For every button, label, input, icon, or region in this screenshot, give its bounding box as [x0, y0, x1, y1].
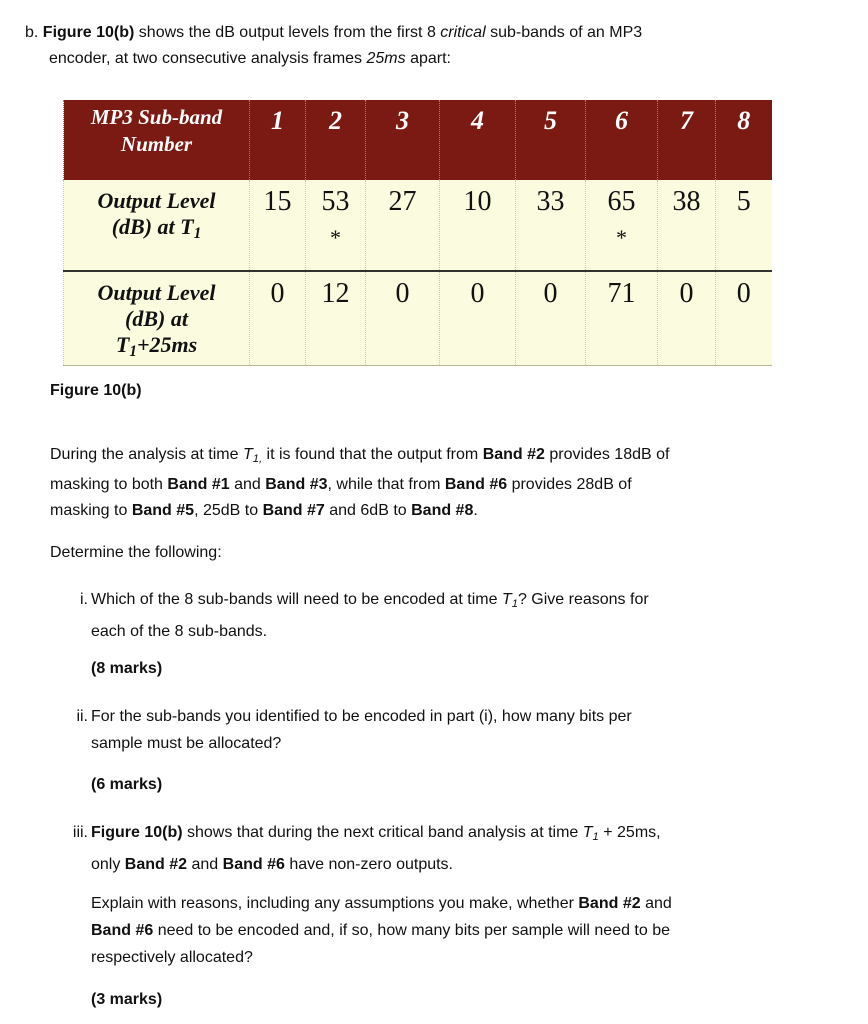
text: shows that during the next critical band analysis at time: [182, 824, 583, 841]
subband-table: [63, 100, 772, 366]
band-number: 5: [516, 100, 586, 180]
band-ref: Band #6: [222, 855, 285, 873]
text: masking to: [50, 501, 132, 519]
table-cell: 0: [516, 271, 586, 365]
asterisk-marker: *: [330, 225, 341, 250]
header-label-line: Number: [120, 132, 193, 156]
band-ref: Band #1: [167, 475, 230, 493]
table-cell: 0: [366, 271, 440, 365]
text: and: [229, 475, 266, 493]
intro-text: encoder, at two consecutive analysis frames: [49, 50, 367, 67]
band-number: 8: [716, 100, 772, 180]
critical-emphasis: critical: [440, 24, 486, 41]
cell-value: 33: [536, 186, 565, 217]
band-ref: Band #5: [131, 501, 195, 519]
question-label: b.: [25, 24, 39, 41]
subscript: 1: [129, 342, 137, 360]
time-symbol: T: [501, 591, 512, 608]
header-label-line: MP3 Sub-band: [90, 105, 223, 129]
question-i: [66, 586, 746, 645]
text: only: [91, 855, 125, 873]
band-ref: Band #6: [444, 475, 508, 493]
row-label-line: +25ms: [136, 332, 198, 357]
row-label-t1: [64, 180, 250, 271]
band-ref: Band #8: [411, 501, 474, 519]
item-number: ii.: [76, 708, 88, 725]
text: During the analysis at time: [50, 446, 243, 463]
subscript: 1: [592, 830, 599, 843]
item-number: iii.: [72, 824, 88, 841]
text: , while that from: [327, 475, 445, 493]
row-label-line: (dB) at T: [111, 214, 194, 239]
table-cell: 0: [716, 271, 772, 365]
band-number: 1: [250, 100, 306, 180]
table-header-row: [64, 100, 772, 180]
marks-i: (8 marks): [91, 660, 163, 677]
intro-text: apart:: [405, 50, 451, 67]
band-ref: Band #3: [265, 475, 328, 493]
text: it is found that the output from: [262, 446, 483, 463]
table-cell: [440, 180, 516, 271]
band-number: 6: [586, 100, 658, 180]
table-cell: [366, 180, 440, 271]
text: respectively allocated?: [91, 949, 253, 966]
figure-reference: Figure 10(b): [42, 24, 135, 41]
cell-value: 65: [607, 186, 636, 217]
table-cell: 12: [306, 271, 366, 365]
band-ref: Band #2: [578, 895, 641, 912]
table-cell: 0: [658, 271, 716, 365]
text: and: [640, 895, 672, 912]
row-label-line: Output Level: [97, 188, 216, 213]
time-symbol: T: [582, 824, 593, 841]
text: provides 18dB of: [544, 446, 670, 463]
question-ii: [66, 703, 746, 757]
row-label-line: T: [115, 332, 130, 357]
question-iii-explain: [91, 890, 751, 971]
marks-ii: (6 marks): [91, 776, 163, 793]
question-text: [91, 586, 746, 645]
text: ? Give reasons for: [517, 591, 649, 608]
table-cell: 0: [440, 271, 516, 365]
row-label-line: Output Level: [97, 280, 216, 305]
table-row-t1: [64, 180, 772, 271]
text: .: [473, 501, 478, 519]
cell-value: 53: [321, 186, 350, 217]
text: and: [187, 855, 223, 873]
text: have non-zero outputs.: [284, 855, 453, 873]
text: For the sub-bands you identified to be encoded in part (i), how many bits per: [91, 708, 632, 725]
band-number: 7: [658, 100, 716, 180]
table-cell: [250, 180, 306, 271]
text: sample must be allocated?: [91, 735, 282, 752]
band-ref: Band #7: [262, 501, 325, 519]
cell-value: 10: [463, 186, 492, 217]
text: Explain with reasons, including any assumptions you make, whether: [91, 895, 579, 912]
table-cell: [716, 180, 772, 271]
band-ref: Band #2: [482, 446, 545, 463]
cell-value: 5: [736, 186, 751, 217]
table-cell: 71: [586, 271, 658, 365]
item-number: i.: [80, 591, 88, 608]
intro-text: sub-bands of an MP3: [485, 24, 643, 41]
band-ref: Band #6: [91, 922, 154, 939]
question-intro: [25, 20, 845, 72]
determine-heading: Determine the following:: [50, 544, 222, 561]
interval-emphasis: 25ms: [366, 50, 406, 67]
text: + 25ms,: [598, 824, 661, 841]
question-text: [91, 703, 746, 757]
text: provides 28dB of: [507, 475, 632, 493]
question-text: [91, 819, 746, 878]
table-cell: [516, 180, 586, 271]
table-cell: 0: [250, 271, 306, 365]
table-cell: [306, 180, 366, 271]
band-number: 2: [306, 100, 366, 180]
subscript: 1: [511, 597, 518, 610]
row-label-t1-plus-25ms: [64, 271, 250, 365]
time-symbol: T: [242, 446, 253, 463]
cell-value: 27: [388, 186, 417, 217]
figure-reference: Figure 10(b): [91, 824, 183, 841]
subscript: 1,: [252, 452, 263, 465]
text: Which of the 8 sub-bands will need to be encoded at time: [91, 591, 502, 608]
text: masking to both: [50, 475, 168, 493]
intro-text: shows the dB output levels from the first 8: [134, 24, 441, 41]
text: each of the 8 sub-bands.: [91, 622, 268, 640]
band-ref: Band #2: [124, 855, 188, 873]
asterisk-marker: *: [616, 225, 627, 250]
masking-paragraph: [50, 442, 830, 524]
row-label-line: (dB) at: [125, 306, 188, 331]
table-row-t1-plus-25ms: [64, 271, 772, 365]
text: need to be encoded and, if so, how many bits per sample will need to be: [153, 922, 671, 939]
marks-iii: (3 marks): [91, 991, 163, 1008]
text: , 25dB to: [194, 501, 263, 519]
band-number: 3: [366, 100, 440, 180]
figure-caption: Figure 10(b): [50, 382, 142, 399]
cell-value: 15: [263, 186, 292, 217]
question-iii: [66, 819, 746, 878]
band-number: 4: [440, 100, 516, 180]
table-cell: [586, 180, 658, 271]
text: and 6dB to: [324, 501, 412, 519]
cell-value: 38: [672, 186, 701, 217]
header-label: [64, 100, 250, 180]
table-cell: [658, 180, 716, 271]
subscript: 1: [193, 224, 202, 242]
